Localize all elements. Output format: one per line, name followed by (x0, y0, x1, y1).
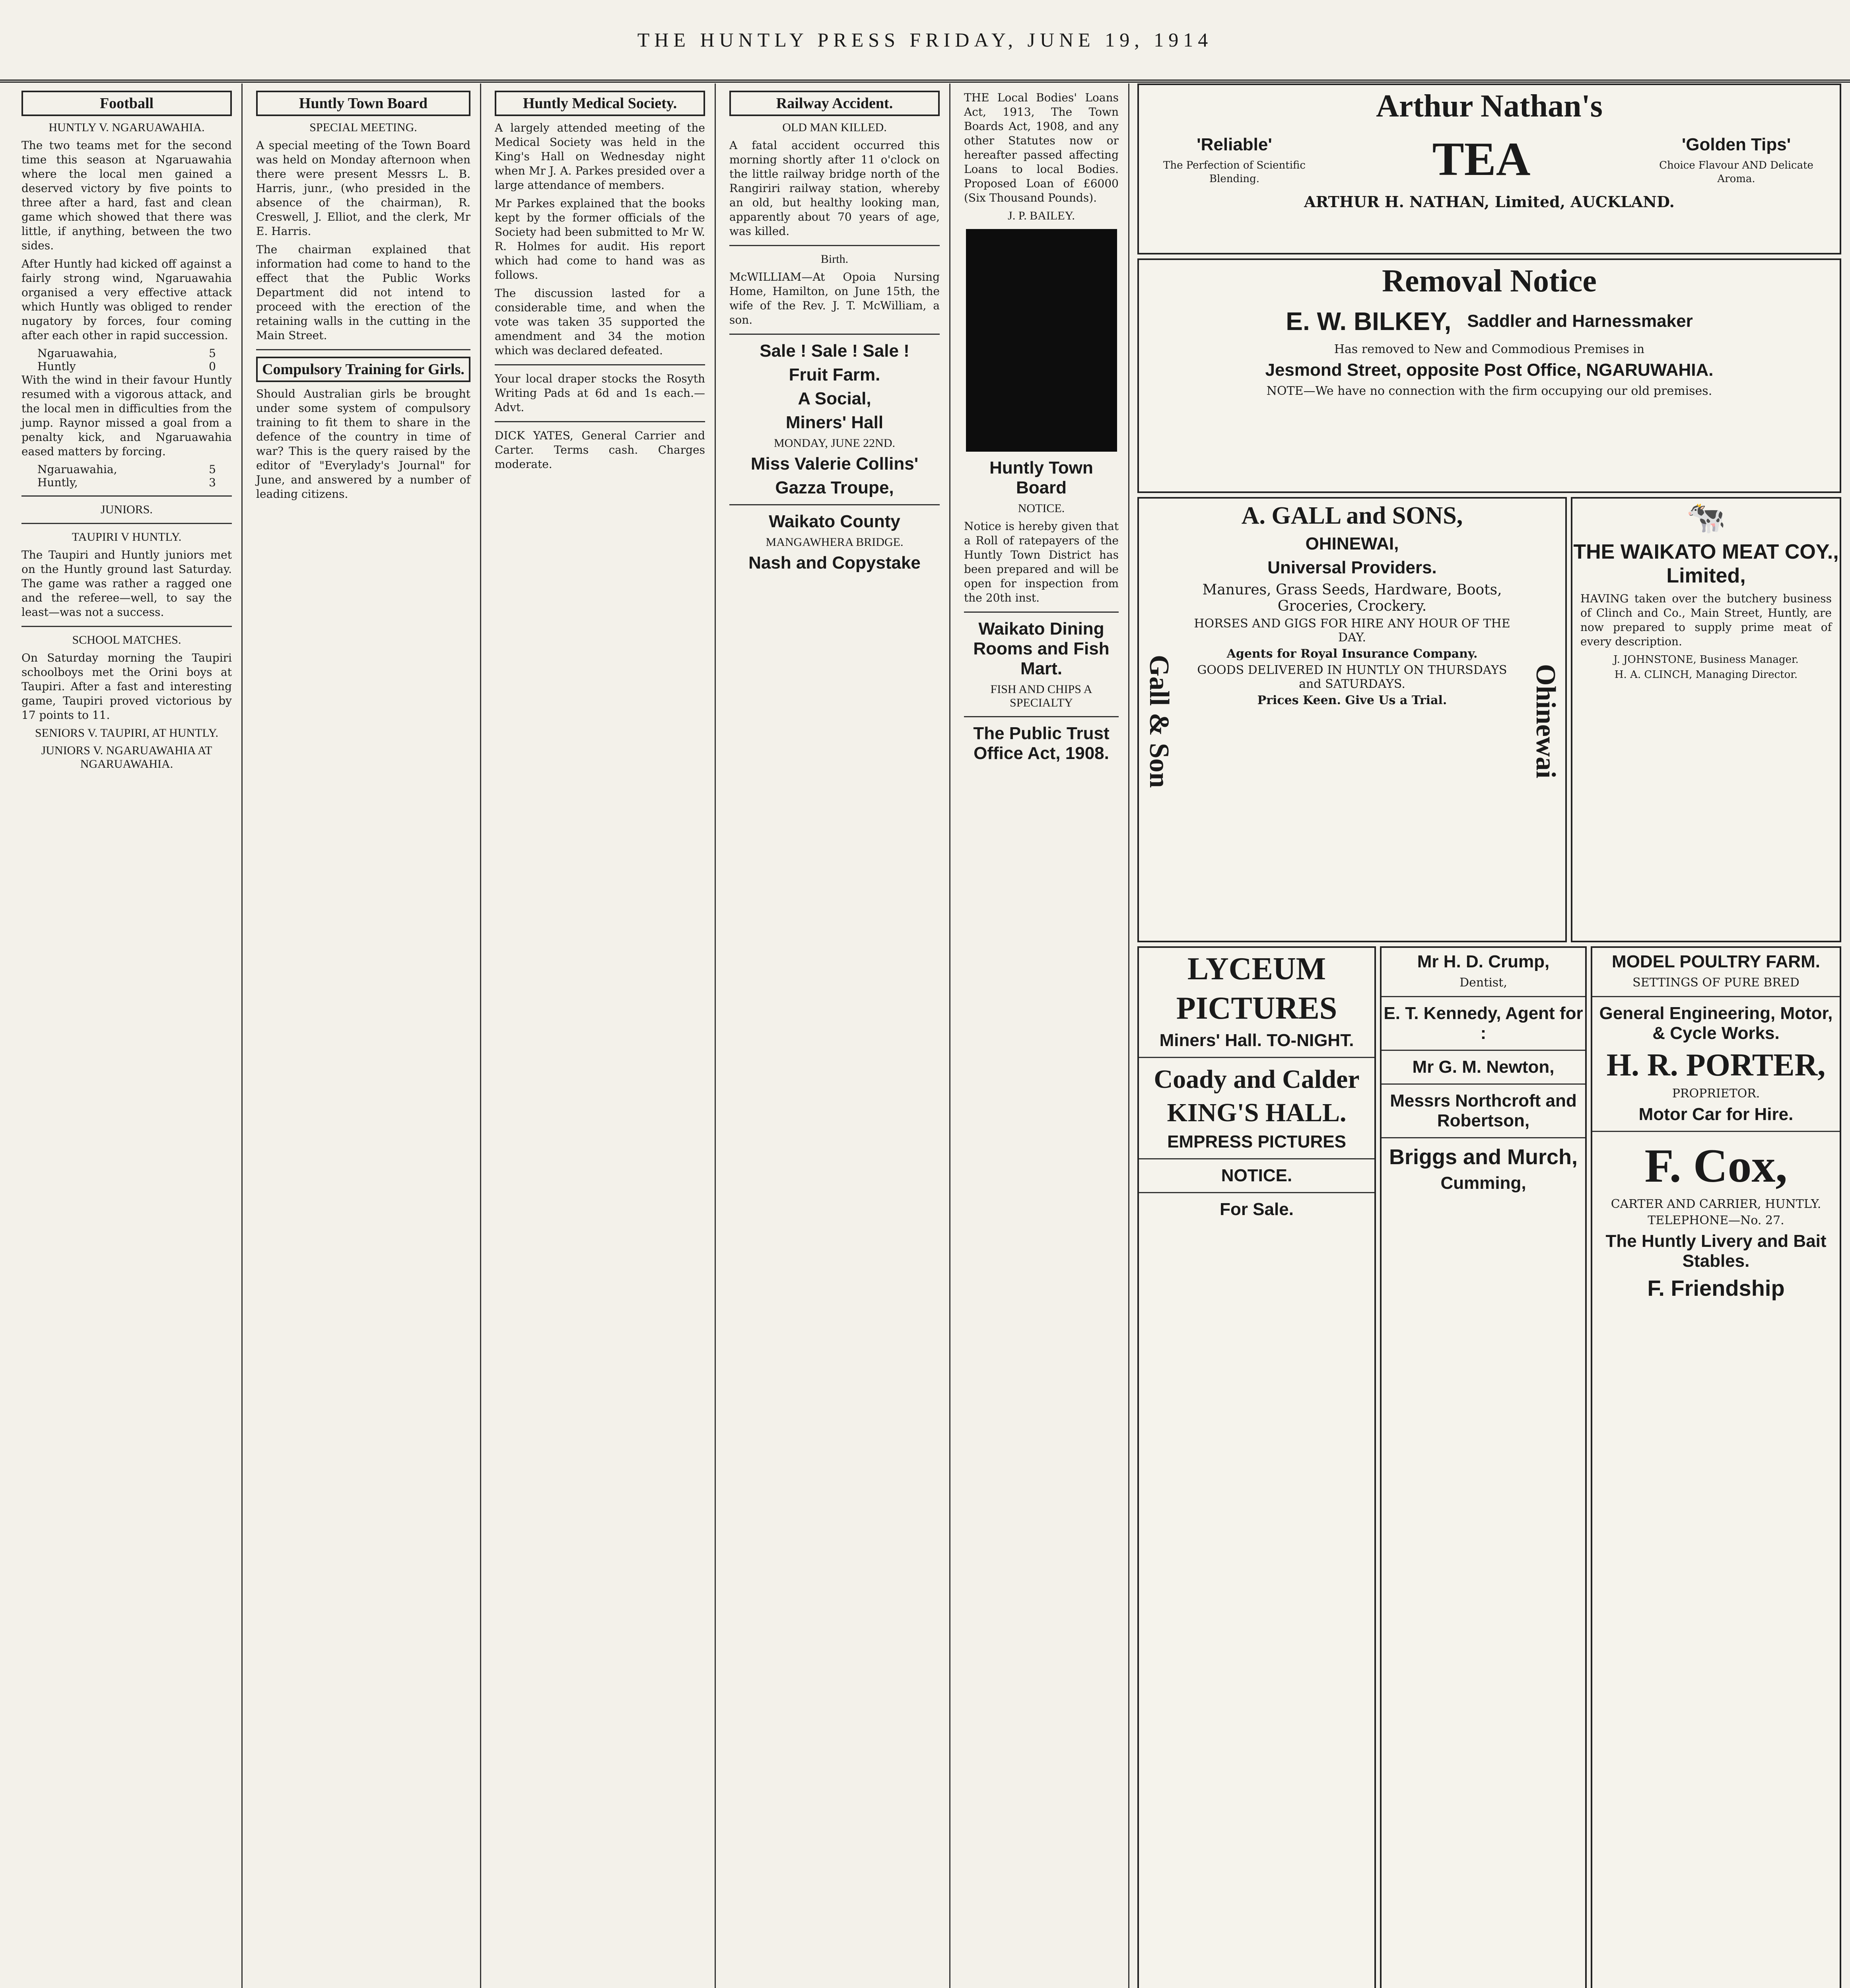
bilkey-name: E. W. BILKEY, (1286, 307, 1452, 336)
bailey-signature: J. P. BAILEY. (1008, 209, 1075, 222)
pictures-title: PICTURES (1176, 991, 1337, 1026)
column-loans-notices (954, 83, 1129, 1988)
waikato-county-heading: Waikato County (769, 512, 900, 531)
jesmond-address: Jesmond Street, opposite Post Office, NGARUWAHIA. (1265, 360, 1714, 380)
loans-act-para: THE Local Bodies' Loans Act, 1913, The Town Boards Act, 1908, and any other Statutes now or hereafter passed affecting Loans to local Bodies. Proposed Loan of £6000 (Six Thousand Pounds). (964, 91, 1119, 204)
saddler-title: Saddler and Harnessmaker (1467, 311, 1693, 331)
lyceum-title: LYCEUM (1187, 951, 1326, 986)
masthead (0, 0, 1850, 83)
football-subhead: HUNTLY V. NGARUAWAHIA. (49, 121, 205, 134)
nathan-limited: ARTHUR H. NATHAN, Limited, AUCKLAND. (1304, 193, 1675, 211)
divider (1382, 1083, 1585, 1085)
valerie-collins-heading: Miss Valerie Collins' (750, 454, 919, 474)
public-trust-heading: The Public Trust Office Act, 1908. (973, 724, 1110, 763)
seniors-heading: SENIORS V. TAUPIRI, AT HUNTLY. (35, 726, 219, 740)
newton-solicitor: Mr G. M. Newton, (1412, 1057, 1555, 1077)
notice-heading: NOTICE. (1018, 502, 1065, 515)
gall-sons-ad (1137, 497, 1567, 942)
miners-hall-tonight: Miners' Hall. TO-NIGHT. (1159, 1031, 1354, 1050)
universal-providers: Universal Providers. (1267, 558, 1437, 577)
dining-rooms-heading: Waikato Dining Rooms and Fish Mart. (973, 619, 1110, 678)
column-railway-accident (720, 83, 950, 1988)
ohinewai-side-label: Ohinewai (1530, 664, 1561, 779)
score-points: 0 (209, 360, 216, 373)
tea-word: TEA (1432, 132, 1531, 185)
coady-calder-title: Coady and Calder (1154, 1065, 1360, 1094)
nathan-title: Arthur Nathan's (1376, 89, 1603, 124)
fruit-farm-heading: Fruit Farm. (789, 365, 880, 384)
football-para-3: With the wind in their favour Huntly resumed with a vigorous attack, and the local men in difficulties from the jump. Raynor missed a goal from a penalty kick, and Ngaruawahia eased matters by forcing. (21, 373, 232, 458)
school-heading: SCHOOL MATCHES. (72, 633, 181, 646)
golden-tips-label: 'Golden Tips' (1681, 135, 1791, 154)
town-board-title: Huntly Town Board (256, 91, 470, 116)
goods-delivered: GOODS DELIVERED IN HUNTLY ON THURSDAYS and SATURDAYS. (1197, 663, 1507, 691)
divider (729, 504, 940, 505)
settings-line: SETTINGS OF PURE BRED (1632, 976, 1799, 990)
friendship-name: F. Friendship (1647, 1276, 1785, 1301)
railway-accident-title: Railway Accident. (729, 91, 940, 116)
score-row (21, 347, 232, 360)
social-heading: A Social, (798, 389, 871, 408)
score-row (21, 476, 232, 489)
yates-advert: DICK YATES, General Carrier and Carter. Terms cash. Charges moderate. (495, 429, 705, 471)
divider (495, 364, 705, 365)
entertainment-column (1137, 946, 1376, 1988)
town-board-para-2: The chairman explained that information had come to hand to the effect that the Public Works Department did not intend to proceed with the erection of the retaining walls in the cutting in the Main Street. (256, 243, 470, 342)
miners-hall-heading: Miners' Hall (785, 413, 884, 432)
score-row (21, 463, 232, 476)
gall-side-label: Gall & Son (1144, 654, 1174, 788)
for-sale-title: For Sale. (1220, 1200, 1294, 1219)
waikato-meat-ad (1571, 497, 1841, 942)
taupiri-heading: TAUPIRI V HUNTLY. (72, 530, 182, 544)
divider (964, 716, 1119, 717)
divider (1139, 1057, 1374, 1058)
column-town-board (247, 83, 481, 1988)
business-column (1591, 946, 1841, 1988)
engineering-title: General Engineering, Motor, & Cycle Works. (1599, 1004, 1833, 1043)
kennedy-agent: E. T. Kennedy, Agent for : (1384, 1004, 1583, 1043)
old-man-killed-heading: OLD MAN KILLED. (782, 121, 887, 134)
divider (256, 349, 470, 350)
special-meeting-heading: SPECIAL MEETING. (309, 121, 417, 134)
football-para-2: After Huntly had kicked off against a fairly strong wind, Ngaruawahia organised a very effective attack which Huntly was obliged to render nugatory by forces, four coming after each other in rapid succession. (21, 257, 232, 342)
masthead-text: THE HUNTLY PRESS FRIDAY, JUNE 19, 1914 (637, 29, 1213, 51)
score-team: Ngaruawahia, (37, 347, 117, 360)
porter-name: H. R. PORTER, (1606, 1048, 1826, 1083)
town-board-para-1: A special meeting of the Town Board was held on Monday afternoon when there were present Messrs L. B. Harris, junr., (who presided in the absence of the chairman), R. Creswell, J. Elliot, and the clerk, Mr E. Harris. (256, 139, 470, 238)
roll-notice-para: Notice is hereby given that a Roll of ratepayers of the Huntly Town District has been prepared and will be open for inspection from the 20th inst. (964, 520, 1119, 604)
juniors-heading: JUNIORS. (101, 503, 153, 516)
divider (1139, 1158, 1374, 1159)
removal-title: Removal Notice (1382, 264, 1597, 299)
dentist-label: Dentist, (1459, 976, 1507, 990)
score-row (21, 360, 232, 373)
birth-notice: McWILLIAM—At Opoia Nursing Home, Hamilton, on June 15th, the wife of the Rev. J. T. McWilliam, a son. (729, 270, 940, 326)
manures-line: Manures, Grass Seeds, Hardware, Boots, Groceries, Crockery. (1202, 582, 1502, 614)
score-points: 5 (209, 347, 216, 360)
score-team: Huntly, (37, 476, 78, 489)
column-medical-society (485, 83, 716, 1988)
draper-advert: Your local draper stocks the Rosyth Writing Pads at 6d and 1s each.—Advt. (495, 372, 705, 414)
juniors-ngaruawahia-heading: JUNIORS V. NGARUAWAHIA AT NGARUAWAHIA. (41, 744, 212, 771)
ohinewai-line: OHINEWAI, (1305, 534, 1399, 553)
divider (729, 245, 940, 246)
proprietor-label: PROPRIETOR. (1672, 1087, 1760, 1101)
clinch-line: H. A. CLINCH, Managing Director. (1614, 669, 1798, 681)
medical-para-2: Mr Parkes explained that the books kept by the former officials of the Society had been submitted to Mr W. R. Holmes for audit. His report which had come to hand was as follows. (495, 197, 705, 282)
birth-heading: Birth. (820, 252, 849, 266)
score-points: 5 (209, 463, 216, 476)
divider (1382, 1050, 1585, 1051)
northcroft-robertson: Messrs Northcroft and Robertson, (1390, 1091, 1577, 1130)
divider (21, 523, 232, 524)
notice-big-title: NOTICE. (1221, 1166, 1292, 1185)
football-para-1: The two teams met for the second time this season at Ngaruawahia where the local men gained a deserved victory by five points to three after a hard, fast and clean game which showed that there was little, if anything, between the two sides. (21, 139, 232, 252)
school-para: On Saturday morning the Taupiri schoolboys met the Orini boys at Taupiri. After a fast and interesting game, Taupiri proved victorious by 17 points to 11. (21, 651, 232, 722)
divider (1592, 1131, 1840, 1132)
removal-notice-ad (1137, 258, 1841, 493)
telephone-line: TELEPHONE—No. 27. (1648, 1213, 1784, 1227)
gall-title: A. GALL and SONS, (1241, 502, 1463, 529)
score-points: 3 (209, 476, 216, 489)
livery-stables: The Huntly Livery and Bait Stables. (1605, 1231, 1827, 1271)
medical-para-3: The discussion lasted for a considerable time, and when the vote was taken 35 supported the amendment and 34 the motion which was declared defeated. (495, 287, 705, 357)
cox-name: F. Cox, (1644, 1139, 1788, 1192)
divider (729, 334, 940, 335)
score-team: Huntly (37, 360, 76, 373)
column-football (12, 83, 243, 1988)
professional-column (1380, 946, 1587, 1988)
horses-line: HORSES AND GIGS FOR HIRE ANY HOUR OF THE DAY. (1194, 617, 1510, 645)
reliable-label: 'Reliable' (1197, 135, 1272, 154)
waikato-meat-title: THE WAIKATO MEAT COY., Limited, (1573, 540, 1839, 587)
cow-icon: 🐄 (1686, 499, 1726, 536)
divider (21, 626, 232, 627)
carter-label: CARTER AND CARRIER, HUNTLY. (1611, 1197, 1821, 1211)
briggs-murch: Briggs and Murch, (1389, 1145, 1578, 1169)
divider (1382, 1137, 1585, 1138)
nash-copystake-heading: Nash and Copystake (748, 553, 921, 573)
johnstone-line: J. JOHNSTONE, Business Manager. (1613, 654, 1799, 666)
perfection-text: The Perfection of Scientific Blending. (1163, 159, 1306, 185)
nathan-tea-ad (1137, 83, 1841, 254)
monday-date: MONDAY, JUNE 22ND. (773, 437, 896, 450)
divider (1139, 1192, 1374, 1193)
divider (964, 612, 1119, 613)
compulsory-training-title: Compulsory Training for Girls. (256, 357, 470, 382)
fish-chips-line: FISH AND CHIPS A SPECIALTY (990, 683, 1092, 709)
sale-heading: Sale ! Sale ! Sale ! (760, 341, 909, 361)
motor-car-hire: Motor Car for Hire. (1638, 1105, 1794, 1124)
prices-keen: Prices Keen. Give Us a Trial. (1257, 693, 1447, 707)
removal-note: NOTE—We have no connection with the firm occupying our old premises. (1266, 384, 1712, 398)
kings-hall-title: KING'S HALL. (1167, 1098, 1347, 1127)
medical-society-title: Huntly Medical Society. (495, 91, 705, 116)
juniors-para: The Taupiri and Huntly juniors met on the Huntly ground last Saturday. The game was rather a ragged one and the referee—well, to say the least—was not a success. (21, 548, 232, 619)
medical-para-1: A largely attended meeting of the Medical Society was held in the King's Hall on Wednesday night when Mr J. A. Parkes presided over a large attendance of members. (495, 121, 705, 192)
empress-pictures-title: EMPRESS PICTURES (1167, 1132, 1346, 1151)
bridge-heading: MANGAWHERA BRIDGE. (766, 536, 904, 549)
choice-flavour-text: Choice Flavour AND Delicate Aroma. (1659, 159, 1813, 185)
meat-text: HAVING taken over the butchery business of Clinch and Co., Main Street, Huntly, are now prepared to supply prime meat of every description. (1580, 592, 1832, 648)
town-board-notice-title: Huntly Town Board (989, 458, 1093, 497)
compulsory-training-para: Should Australian girls be brought under some system of compulsory training to fit them to share in the defence of the country in time of war? This is the query raised by the editor of "Everylady's Journal" for June, and answered by a number of leading citizens. (256, 387, 470, 501)
black-block-image (966, 229, 1117, 452)
score-team: Ngaruawahia, (37, 463, 117, 476)
gazza-troupe-heading: Gazza Troupe, (775, 478, 894, 497)
royal-insurance: Agents for Royal Insurance Company. (1226, 647, 1478, 661)
football-title: Football (21, 91, 232, 116)
crump-name: Mr H. D. Crump, (1417, 952, 1550, 971)
railway-para: A fatal accident occurred this morning shortly after 11 o'clock on the little railway bridge north of the Rangiriri railway station, whereby an old, but healthy looking man, apparently about 70 years of age, was killed. (729, 139, 940, 238)
divider (1382, 996, 1585, 997)
advertisements-area (1137, 83, 1841, 1988)
divider (1592, 996, 1840, 997)
moved-text: Has removed to New and Commodious Premises in (1334, 342, 1645, 356)
divider (495, 421, 705, 422)
model-poultry-title: MODEL POULTRY FARM. (1612, 952, 1820, 971)
cumming-name: Cumming, (1440, 1173, 1526, 1193)
divider (21, 495, 232, 497)
